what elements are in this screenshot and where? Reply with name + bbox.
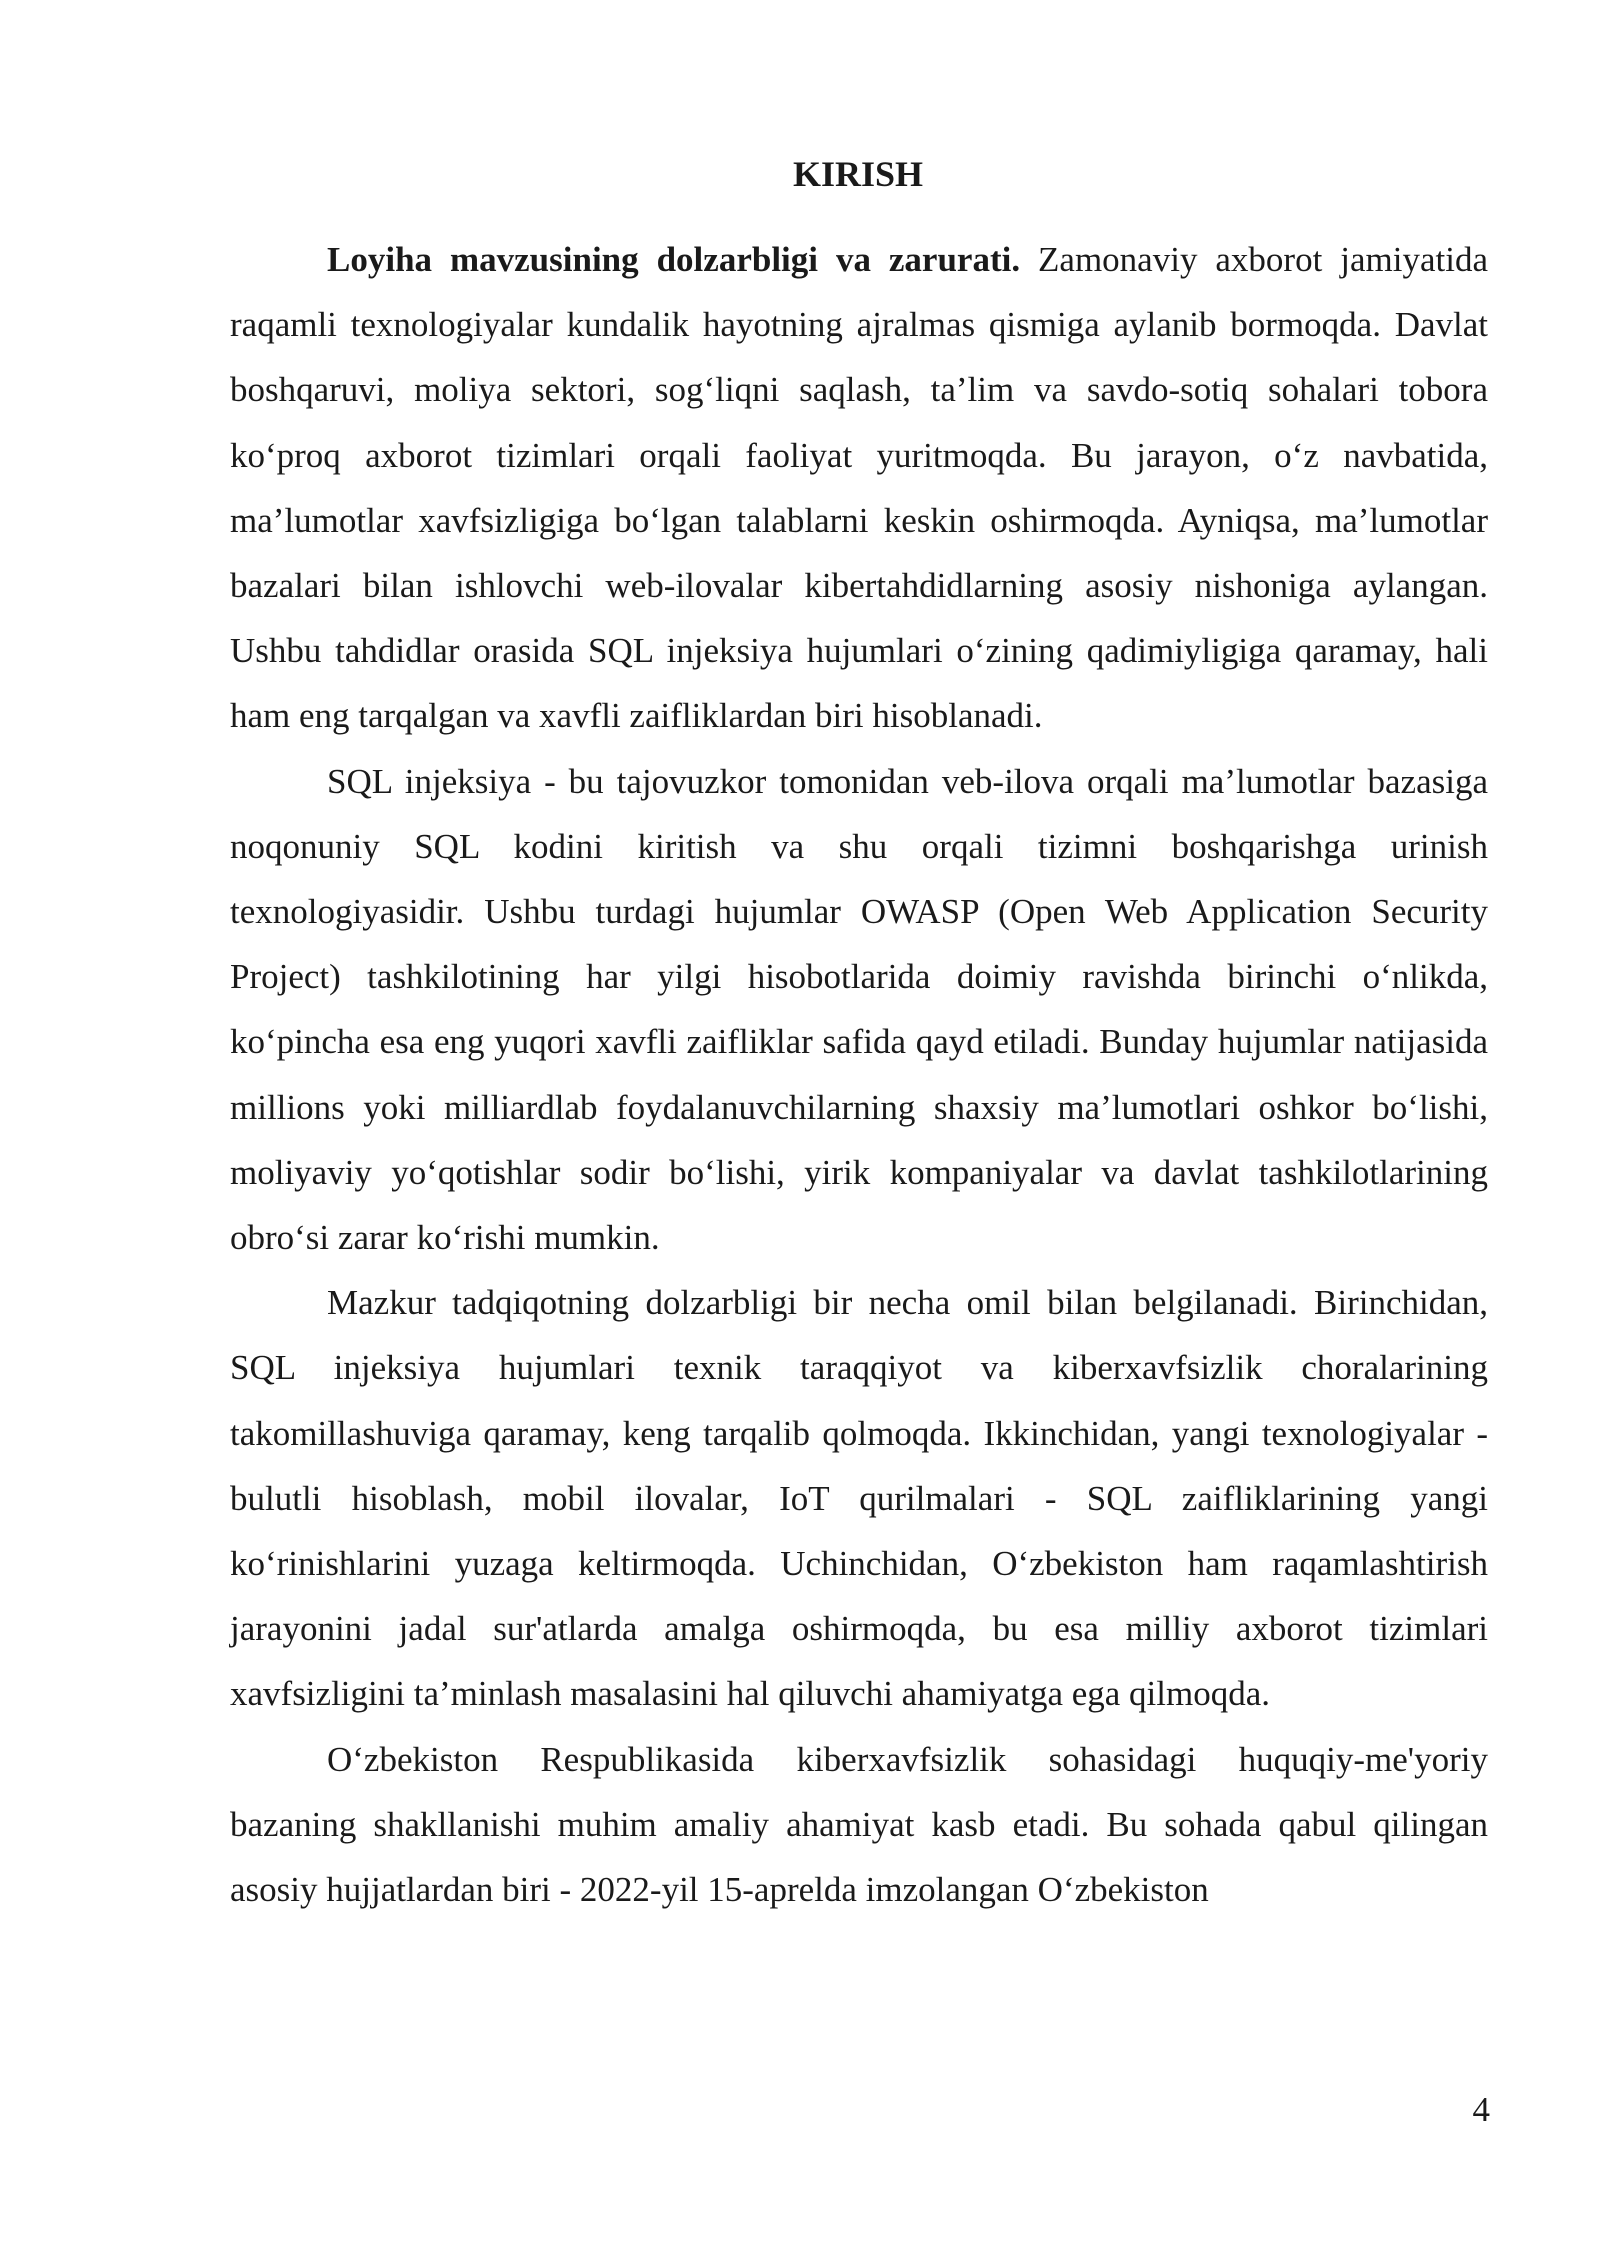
paragraph-1	[230, 227, 1488, 749]
paragraph-text: O‘zbekiston Respublikasida kiberxavfsizlik sohasidagi huquqiy-me'yoriy bazaning shakllanishi muhim amaliy ahamiyat kasb etadi. Bu sohada qabul qilingan asosiy hujjatlardan biri - 2022-yil 15-aprelda imzolangan O‘zbekiston	[230, 1739, 1488, 1910]
paragraph-text: Zamonaviy axborot jamiyatida raqamli texnologiyalar kundalik hayotning ajralmas qismiga aylanib bormoqda. Davlat boshqaruvi, moliya sektori, sog‘liqni saqlash, ta’lim va savdo-sotiq sohalari tobora ko‘proq axborot tizimlari orqali faoliyat yuritmoqda. Bu jarayon, o‘z navbatida, ma’lumotlar xavfsizligiga bo‘lgan talablarni keskin oshirmoqda. Ayniqsa, ma’lumotlar bazalari bilan ishlovchi web-ilovalar kibertahdidlarning asosiy nishoniga aylangan. Ushbu tahdidlar orasida SQL injeksiya hujumlari o‘zining qadimiyligiga qaramay, hali ham eng tarqalgan va xavfli zaifliklardan biri hisoblanadi.	[230, 240, 1488, 736]
paragraph-text: SQL injeksiya - bu tajovuzkor tomonidan veb-ilova orqali ma’lumotlar bazasiga noqonuniy SQL kodini kiritish va shu orqali tizimni boshqarishga urinish texnologiyasidir. Ushbu turdagi hujumlar OWASP (Open Web Application Security Project) tashkilotining har yilgi hisobotlarida doimiy ravishda birinchi o‘nlikda, ko‘pincha esa eng yuqori xavfli zaifliklar safida qayd etiladi. Bunday hujumlar natijasida millions yoki milliardlab foydalanuvchilarning shaxsiy ma’lumotlari oshkor bo‘lishi, moliyaviy yo‘qotishlar sodir bo‘lishi, yirik kompaniyalar va davlat tashkilotlarining obro‘si zarar ko‘rishi mumkin.	[230, 761, 1488, 1258]
paragraph-lead: Loyiha mavzusining dolzarbligi va zarurati.	[327, 240, 1021, 279]
paragraph-text: Mazkur tadqiqotning dolzarbligi bir necha omil bilan belgilanadi. Birinchidan, SQL injeksiya hujumlari texnik taraqqiyot va kiberxavfsizlik choralarining takomillashuviga qaramay, keng tarqalib qolmoqda. Ikkinchidan, yangi texnologiyalar - bulutli hisoblash, mobil ilovalar, IoT qurilmalari - SQL zaifliklarining yangi ko‘rinishlarini yuzaga keltirmoqda. Uchinchidan, O‘zbekiston ham raqamlashtirish jarayonini jadal sur'atlarda amalga oshirmoqda, bu esa milliy axborot tizimlari xavfsizligini ta’minlash masalasini hal qiluvchi ahamiyatga ega qilmoqda.	[230, 1283, 1488, 1714]
paragraph-4	[230, 1727, 1488, 1923]
page-title: KIRISH	[792, 154, 924, 194]
paragraph-3	[230, 1270, 1488, 1726]
body-text	[230, 227, 1488, 1922]
page-number: 4	[1472, 2090, 1490, 2129]
paragraph-2	[230, 749, 1488, 1271]
